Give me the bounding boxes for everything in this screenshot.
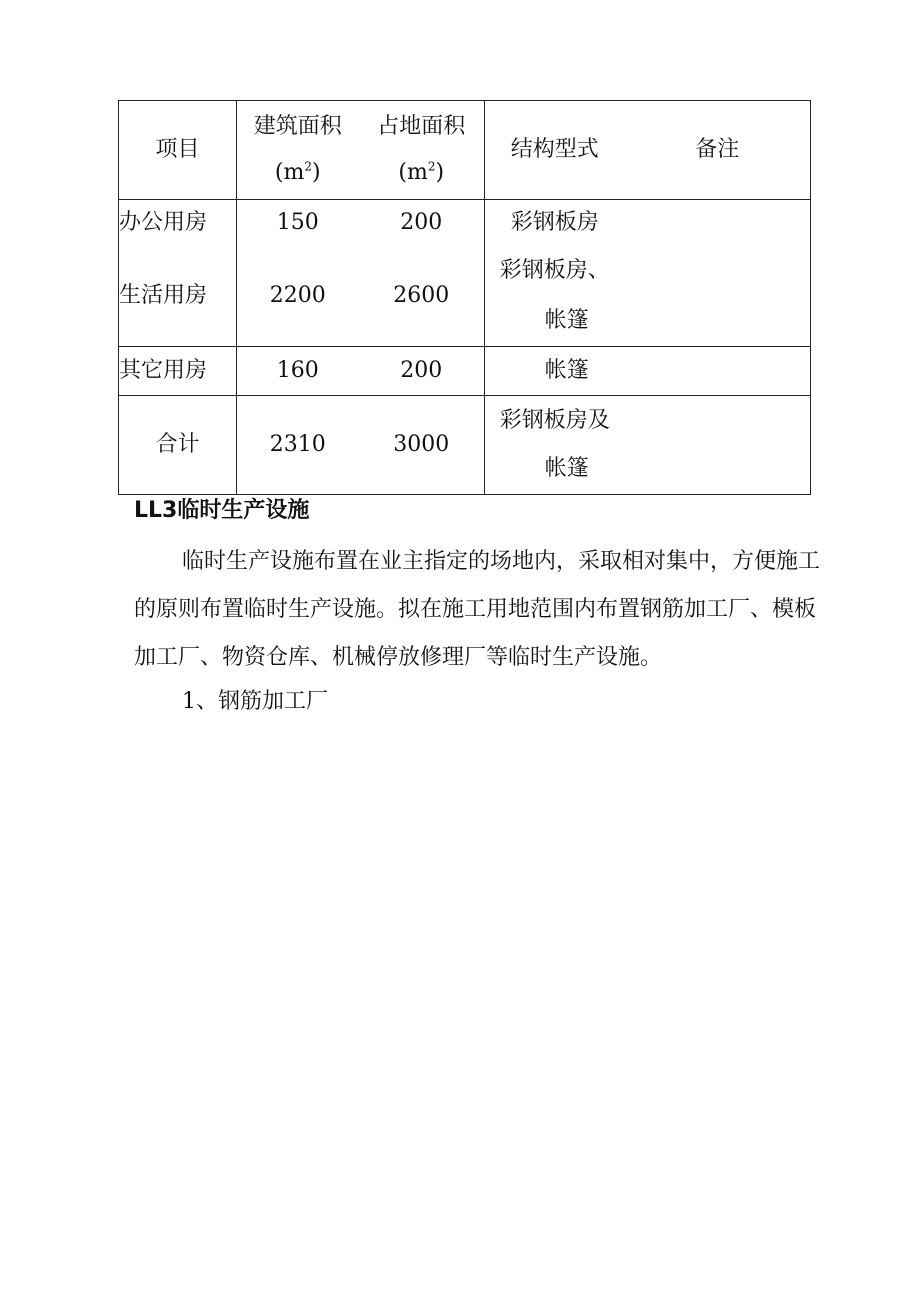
row-occupy: 200 (359, 200, 485, 247)
temporary-facilities-table (118, 100, 811, 495)
table-row (119, 200, 811, 247)
header-note-label: 备注 (695, 137, 740, 162)
row-occupy: 3000 (359, 396, 485, 495)
header-note (625, 101, 811, 200)
header-structure-label: 结构型式 (510, 137, 599, 162)
row-item: 合计 (119, 396, 237, 495)
row-build: 160 (237, 347, 359, 396)
row-structure (485, 200, 625, 247)
table-row (119, 396, 811, 495)
header-item (119, 101, 237, 200)
table-row (119, 347, 811, 396)
row-item: 其它用房 (119, 347, 237, 396)
header-item-label: 项目 (155, 137, 200, 162)
header-occupy-area-unit: $(m^2)$ (398, 159, 445, 185)
header-build-area-label: 建筑面积 (253, 114, 342, 139)
table-header-row (119, 101, 811, 200)
row-note (625, 246, 811, 347)
row-structure-line-1: 彩钢板房、 (499, 258, 610, 283)
row-structure (485, 246, 625, 347)
row-structure-line-1: 彩钢板房及 (499, 408, 610, 433)
row-item: 办公用房 (119, 200, 237, 247)
row-note (625, 396, 811, 495)
row-structure-line-1: 彩钢板房 (510, 210, 599, 235)
row-note (625, 347, 811, 396)
row-item: 生活用房 (119, 246, 237, 347)
row-note (625, 200, 811, 247)
row-structure (485, 347, 625, 396)
header-build-area-unit: $(m^2)$ (274, 159, 321, 185)
header-structure (485, 101, 625, 200)
row-structure-line-1: 帐篷 (544, 358, 589, 383)
header-build-area (237, 101, 359, 200)
row-build: 2310 (237, 396, 359, 495)
header-occupy-area-label: 占地面积 (377, 114, 466, 139)
list-item: 1、钢筋加工厂 (182, 689, 328, 714)
row-occupy: 2600 (359, 246, 485, 347)
table-row (119, 246, 811, 347)
row-build: 2200 (237, 246, 359, 347)
row-structure-line-2: 帐篷 (544, 456, 589, 481)
row-structure-line-2: 帐篷 (544, 308, 589, 333)
row-structure (485, 396, 625, 495)
row-occupy: 200 (359, 347, 485, 396)
section-paragraph: 临时生产设施布置在业主指定的场地内，采取相对集中，方便施工的原则布置临时生产设施。拟在施工用地范围内布置钢筋加工厂、模板加工厂、物资仓库、机械停放修理厂等临时生产设施。 (134, 549, 821, 670)
header-occupy-area (359, 101, 485, 200)
section-heading: LL3临时生产设施 (134, 498, 310, 523)
row-build: 150 (276, 210, 319, 235)
